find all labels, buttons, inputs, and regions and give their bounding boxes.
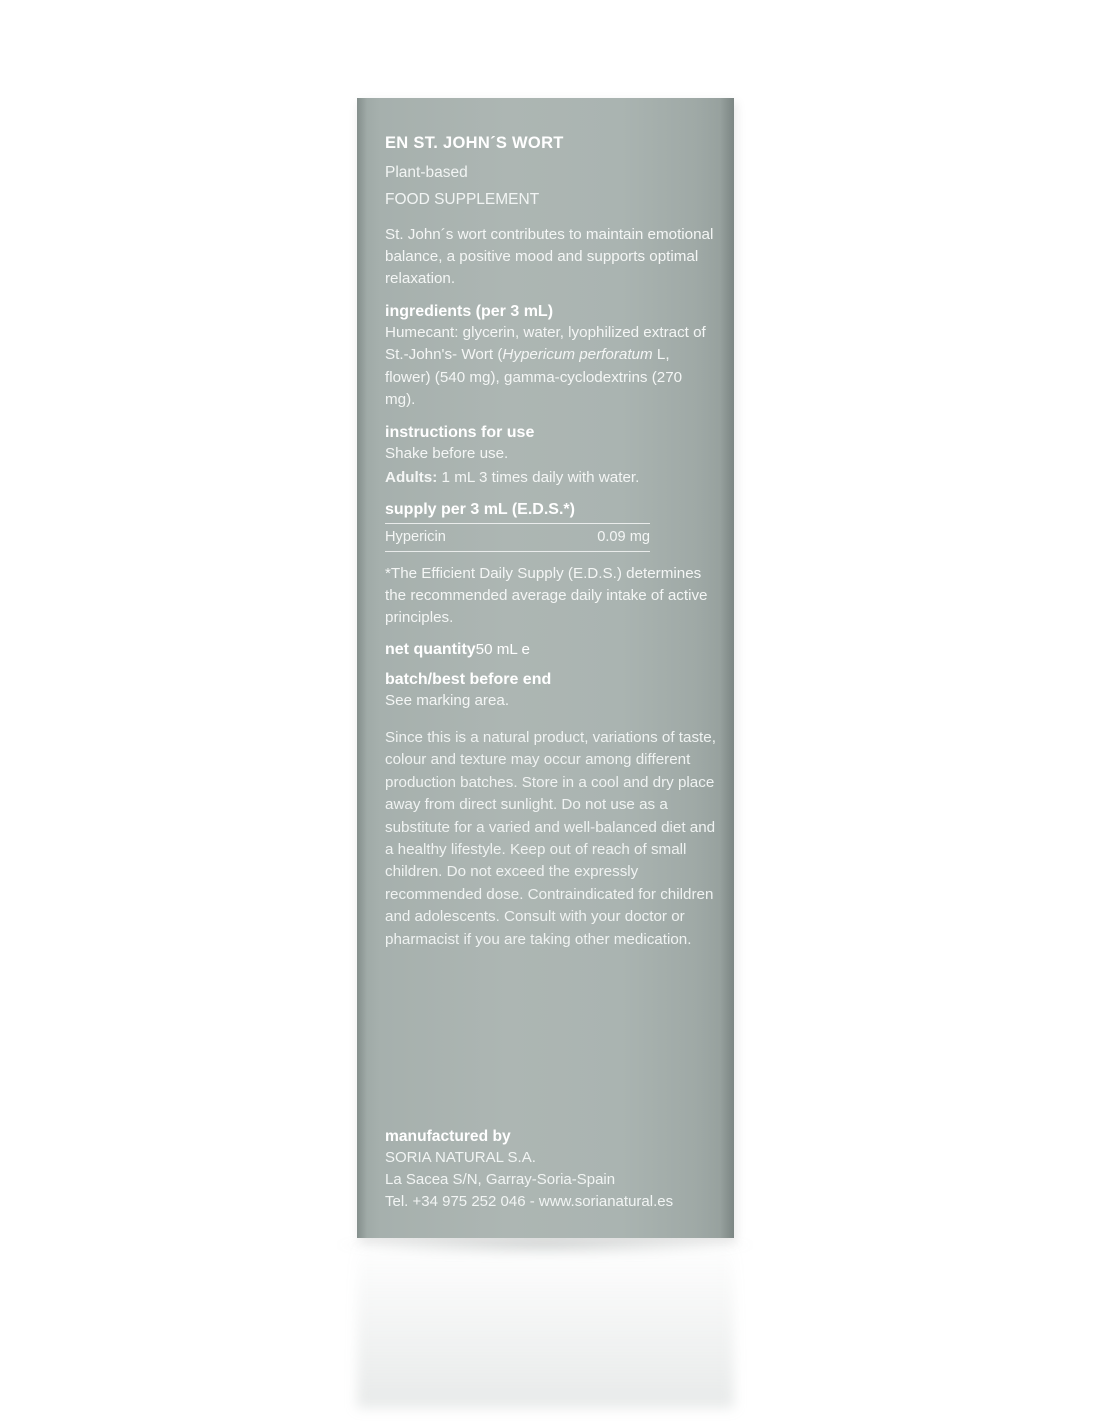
product-subtitle-food-supplement: FOOD SUPPLEMENT <box>385 190 540 208</box>
package-label-content <box>385 134 716 951</box>
net-quantity-line <box>385 641 716 659</box>
net-quantity-value: 50 mL e <box>475 641 530 659</box>
manufacturer-block <box>385 1128 716 1212</box>
instructions-line-adults <box>385 467 716 489</box>
instructions-adults-label: Adults: <box>385 468 438 486</box>
supply-heading: supply per 3 mL (E.D.S.*) <box>385 501 575 519</box>
box-reflection <box>357 1238 734 1408</box>
manufacturer-name: SORIA NATURAL S.A. <box>385 1149 536 1166</box>
ingredients-latin-name: Hypericum perforatum <box>502 346 653 364</box>
supply-row-value: 0.09 mg <box>527 524 650 552</box>
manufacturer-heading: manufactured by <box>385 1128 511 1145</box>
ingredients-text <box>385 322 716 412</box>
ingredients-text-part1: Humecant: glycerin, water, lyophilized extract of St.-John's- Wort ( <box>385 323 706 364</box>
product-package-panel <box>357 98 734 1238</box>
supply-table-block <box>385 523 716 552</box>
table-row <box>385 524 650 552</box>
health-claim-text: St. John´s wort contributes to maintain emotional balance, a positive mood and supports optimal relaxation. <box>385 225 714 288</box>
supply-table <box>385 523 650 552</box>
ingredients-heading: ingredients (per 3 mL) <box>385 302 554 320</box>
manufacturer-contact: Tel. +34 975 252 046 - www.sorianatural.es <box>385 1192 674 1210</box>
instructions-line-shake: Shake before use. <box>385 444 509 462</box>
ingredients-text-part2: L, flower) (540 mg), gamma-cyclodextrins (270 mg). <box>385 346 683 409</box>
product-subtitle-plant-based: Plant-based <box>385 164 468 181</box>
product-title: EN ST. JOHN´S WORT <box>385 134 564 152</box>
batch-heading: batch/best before end <box>385 671 552 689</box>
eds-footnote: *The Efficient Daily Supply (E.D.S.) determines the recommended average daily intake of active principles. <box>385 565 708 627</box>
legal-warnings-text: Since this is a natural product, variations of taste, colour and texture may occur among different production batches. Store in a cool and dry place away from direct sunlight. Do not use as a substitute for a varied and well-balanced diet and a healthy lifestyle. Keep out of reach of small children. Do not exceed the expressly recommended dose. Contraindicated for children and adolescents. Consult with your doctor or pharmacist if you are taking other medication. <box>385 728 716 948</box>
net-quantity-label: net quantity <box>385 641 476 659</box>
supply-row-name: Hypericin <box>385 524 527 552</box>
instructions-heading: instructions for use <box>385 423 535 441</box>
manufacturer-address: La Sacea S/N, Garray-Soria-Spain <box>385 1170 616 1188</box>
batch-text: See marking area. <box>385 692 510 710</box>
instructions-adults-dose: 1 mL 3 times daily with water. <box>437 468 640 486</box>
